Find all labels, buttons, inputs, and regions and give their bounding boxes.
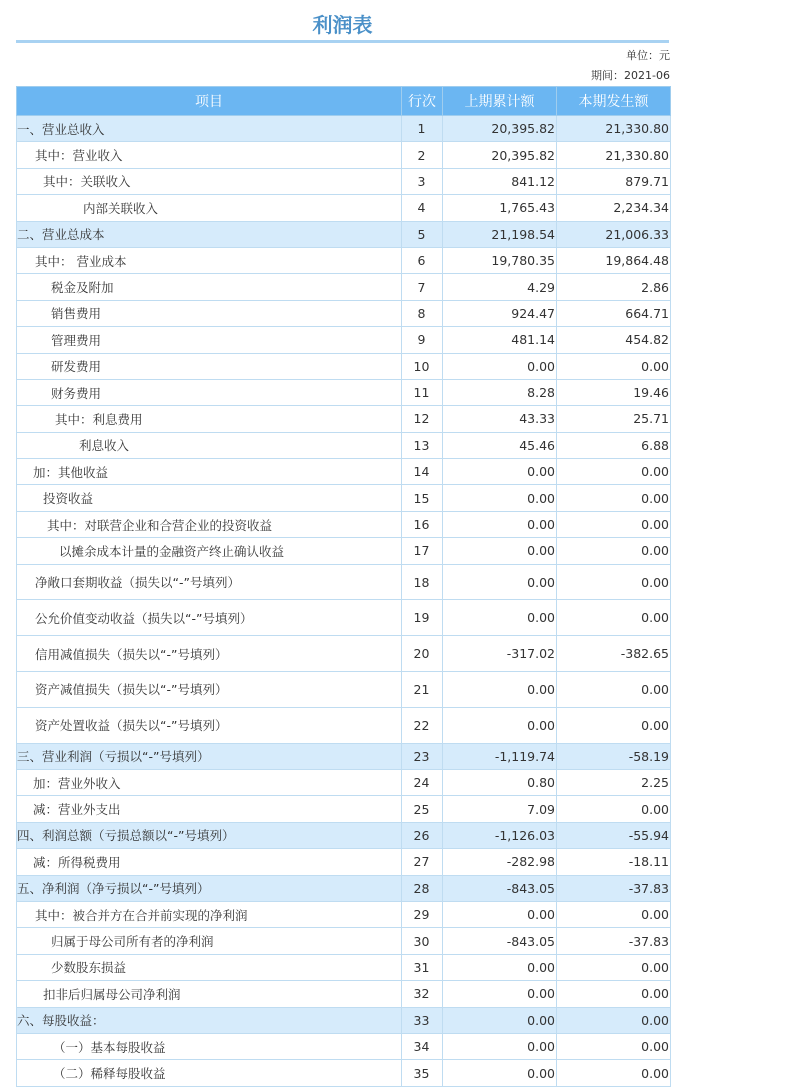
row-prior-amount: 0.00 bbox=[443, 353, 557, 379]
row-line-number: 6 bbox=[402, 247, 443, 273]
table-row bbox=[17, 822, 671, 848]
row-prior-amount: 8.28 bbox=[443, 379, 557, 405]
row-line-number: 9 bbox=[402, 327, 443, 353]
row-current-amount: 0.00 bbox=[557, 459, 671, 485]
row-prior-amount: 0.00 bbox=[443, 1033, 557, 1059]
table-row bbox=[17, 142, 671, 168]
row-current-amount: 2.86 bbox=[557, 274, 671, 300]
row-item-label: 二、营业总成本 bbox=[17, 221, 402, 247]
row-item-label: 四、利润总额（亏损总额以“-”号填列） bbox=[17, 822, 402, 848]
row-item-label: 六、每股收益： bbox=[17, 1007, 402, 1033]
row-line-number: 29 bbox=[402, 901, 443, 927]
row-current-amount: 454.82 bbox=[557, 327, 671, 353]
row-line-number: 5 bbox=[402, 221, 443, 247]
row-line-number: 24 bbox=[402, 770, 443, 796]
row-item-label: 五、净利润（净亏损以“-”号填列） bbox=[17, 875, 402, 901]
row-item-label: 财务费用 bbox=[17, 379, 402, 405]
row-line-number: 4 bbox=[402, 195, 443, 221]
row-current-amount: -55.94 bbox=[557, 822, 671, 848]
row-line-number: 15 bbox=[402, 485, 443, 511]
table-row bbox=[17, 600, 671, 636]
row-prior-amount: -317.02 bbox=[443, 636, 557, 672]
row-item-label: 其中： 营业成本 bbox=[17, 247, 402, 273]
row-item-label: （一）基本每股收益 bbox=[17, 1033, 402, 1059]
row-current-amount: 6.88 bbox=[557, 432, 671, 458]
row-prior-amount: 0.00 bbox=[443, 672, 557, 708]
table-row bbox=[17, 247, 671, 273]
row-current-amount: 25.71 bbox=[557, 406, 671, 432]
table-row bbox=[17, 511, 671, 537]
row-line-number: 17 bbox=[402, 538, 443, 564]
row-item-label: 扣非后归属母公司净利润 bbox=[17, 981, 402, 1007]
row-item-label: 资产减值损失（损失以“-”号填列） bbox=[17, 672, 402, 708]
row-item-label: （二）稀释每股收益 bbox=[17, 1060, 402, 1086]
row-item-label: 销售费用 bbox=[17, 300, 402, 326]
row-item-label: 公允价值变动收益（损失以“-”号填列） bbox=[17, 600, 402, 636]
row-line-number: 26 bbox=[402, 822, 443, 848]
table-row bbox=[17, 743, 671, 769]
row-item-label: 其中：关联收入 bbox=[17, 168, 402, 194]
row-line-number: 13 bbox=[402, 432, 443, 458]
table-row bbox=[17, 406, 671, 432]
row-prior-amount: 0.00 bbox=[443, 511, 557, 537]
row-line-number: 20 bbox=[402, 636, 443, 672]
row-current-amount: 0.00 bbox=[557, 1007, 671, 1033]
row-prior-amount: 0.00 bbox=[443, 564, 557, 600]
row-current-amount: 21,330.80 bbox=[557, 116, 671, 142]
table-row bbox=[17, 327, 671, 353]
row-prior-amount: -1,119.74 bbox=[443, 743, 557, 769]
row-line-number: 30 bbox=[402, 928, 443, 954]
row-prior-amount: 0.00 bbox=[443, 485, 557, 511]
row-current-amount: -37.83 bbox=[557, 928, 671, 954]
table-row bbox=[17, 1007, 671, 1033]
row-item-label: 其中：营业收入 bbox=[17, 142, 402, 168]
table-row bbox=[17, 1033, 671, 1059]
table-row bbox=[17, 672, 671, 708]
table-row bbox=[17, 875, 671, 901]
row-item-label: 其中：利息费用 bbox=[17, 406, 402, 432]
table-row bbox=[17, 901, 671, 927]
row-current-amount: 0.00 bbox=[557, 672, 671, 708]
row-prior-amount: -843.05 bbox=[443, 928, 557, 954]
row-line-number: 28 bbox=[402, 875, 443, 901]
table-row bbox=[17, 221, 671, 247]
row-current-amount: 0.00 bbox=[557, 707, 671, 743]
table-body bbox=[17, 116, 671, 1087]
row-prior-amount: 0.00 bbox=[443, 901, 557, 927]
table-row bbox=[17, 485, 671, 511]
row-prior-amount: 0.00 bbox=[443, 459, 557, 485]
title-divider bbox=[16, 40, 669, 43]
row-current-amount: -382.65 bbox=[557, 636, 671, 672]
row-current-amount: 0.00 bbox=[557, 511, 671, 537]
header-prior-period: 上期累计额 bbox=[443, 87, 557, 116]
table-row bbox=[17, 300, 671, 326]
row-item-label: 管理费用 bbox=[17, 327, 402, 353]
row-line-number: 1 bbox=[402, 116, 443, 142]
row-item-label: 净敞口套期收益（损失以“-”号填列） bbox=[17, 564, 402, 600]
table-row bbox=[17, 195, 671, 221]
row-item-label: 其中：对联营企业和合营企业的投资收益 bbox=[17, 511, 402, 537]
row-current-amount: 19.46 bbox=[557, 379, 671, 405]
row-item-label: 信用减值损失（损失以“-”号填列） bbox=[17, 636, 402, 672]
row-current-amount: 0.00 bbox=[557, 564, 671, 600]
row-current-amount: -58.19 bbox=[557, 743, 671, 769]
row-line-number: 11 bbox=[402, 379, 443, 405]
header-line: 行次 bbox=[402, 87, 443, 116]
row-current-amount: 0.00 bbox=[557, 485, 671, 511]
row-current-amount: 879.71 bbox=[557, 168, 671, 194]
row-current-amount: 0.00 bbox=[557, 954, 671, 980]
row-current-amount: 2,234.34 bbox=[557, 195, 671, 221]
unit-label: 单位：元 bbox=[626, 49, 670, 62]
table-row bbox=[17, 1060, 671, 1086]
row-item-label: 内部关联收入 bbox=[17, 195, 402, 221]
table-row bbox=[17, 459, 671, 485]
table-row bbox=[17, 770, 671, 796]
row-line-number: 2 bbox=[402, 142, 443, 168]
row-prior-amount: 45.46 bbox=[443, 432, 557, 458]
row-prior-amount: 0.00 bbox=[443, 981, 557, 1007]
row-prior-amount: 43.33 bbox=[443, 406, 557, 432]
row-line-number: 12 bbox=[402, 406, 443, 432]
table-row bbox=[17, 849, 671, 875]
row-current-amount: 0.00 bbox=[557, 1033, 671, 1059]
row-prior-amount: 841.12 bbox=[443, 168, 557, 194]
row-prior-amount: 924.47 bbox=[443, 300, 557, 326]
row-prior-amount: 0.80 bbox=[443, 770, 557, 796]
row-line-number: 14 bbox=[402, 459, 443, 485]
row-item-label: 少数股东损益 bbox=[17, 954, 402, 980]
row-line-number: 18 bbox=[402, 564, 443, 600]
table-row bbox=[17, 636, 671, 672]
row-prior-amount: 20,395.82 bbox=[443, 142, 557, 168]
table-row bbox=[17, 981, 671, 1007]
period-label: 期间：2021-06 bbox=[591, 69, 670, 82]
table-row bbox=[17, 707, 671, 743]
table-row bbox=[17, 928, 671, 954]
header-current-period: 本期发生额 bbox=[557, 87, 671, 116]
row-current-amount: 0.00 bbox=[557, 981, 671, 1007]
row-prior-amount: -1,126.03 bbox=[443, 822, 557, 848]
row-item-label: 资产处置收益（损失以“-”号填列） bbox=[17, 707, 402, 743]
row-prior-amount: 0.00 bbox=[443, 1007, 557, 1033]
row-item-label: 一、营业总收入 bbox=[17, 116, 402, 142]
row-current-amount: 19,864.48 bbox=[557, 247, 671, 273]
row-line-number: 25 bbox=[402, 796, 443, 822]
row-line-number: 35 bbox=[402, 1060, 443, 1086]
row-current-amount: 0.00 bbox=[557, 353, 671, 379]
row-prior-amount: -282.98 bbox=[443, 849, 557, 875]
row-prior-amount: 4.29 bbox=[443, 274, 557, 300]
row-current-amount: 21,006.33 bbox=[557, 221, 671, 247]
table-row bbox=[17, 274, 671, 300]
row-line-number: 19 bbox=[402, 600, 443, 636]
row-item-label: 三、营业利润（亏损以“-”号填列） bbox=[17, 743, 402, 769]
table-row bbox=[17, 168, 671, 194]
row-prior-amount: 0.00 bbox=[443, 707, 557, 743]
row-prior-amount: 0.00 bbox=[443, 1060, 557, 1086]
row-prior-amount: 21,198.54 bbox=[443, 221, 557, 247]
row-item-label: 研发费用 bbox=[17, 353, 402, 379]
row-current-amount: -18.11 bbox=[557, 849, 671, 875]
row-line-number: 10 bbox=[402, 353, 443, 379]
income-statement-table bbox=[16, 86, 671, 1087]
row-prior-amount: 1,765.43 bbox=[443, 195, 557, 221]
row-current-amount: 2.25 bbox=[557, 770, 671, 796]
row-item-label: 利息收入 bbox=[17, 432, 402, 458]
row-item-label: 加：营业外收入 bbox=[17, 770, 402, 796]
row-current-amount: 664.71 bbox=[557, 300, 671, 326]
row-prior-amount: 0.00 bbox=[443, 600, 557, 636]
row-item-label: 减：所得税费用 bbox=[17, 849, 402, 875]
row-line-number: 7 bbox=[402, 274, 443, 300]
row-current-amount: 0.00 bbox=[557, 600, 671, 636]
row-current-amount: 0.00 bbox=[557, 538, 671, 564]
table-row bbox=[17, 538, 671, 564]
row-item-label: 减：营业外支出 bbox=[17, 796, 402, 822]
row-line-number: 16 bbox=[402, 511, 443, 537]
table-header-row bbox=[17, 87, 671, 116]
row-line-number: 23 bbox=[402, 743, 443, 769]
table-row bbox=[17, 564, 671, 600]
row-line-number: 32 bbox=[402, 981, 443, 1007]
row-line-number: 3 bbox=[402, 168, 443, 194]
table-row bbox=[17, 353, 671, 379]
row-item-label: 以摊余成本计量的金融资产终止确认收益 bbox=[17, 538, 402, 564]
row-line-number: 22 bbox=[402, 707, 443, 743]
header-item: 项目 bbox=[17, 87, 402, 116]
table-row bbox=[17, 796, 671, 822]
row-current-amount: 21,330.80 bbox=[557, 142, 671, 168]
row-line-number: 34 bbox=[402, 1033, 443, 1059]
row-line-number: 21 bbox=[402, 672, 443, 708]
report-title: 利润表 bbox=[312, 13, 373, 37]
row-prior-amount: 0.00 bbox=[443, 538, 557, 564]
table-row bbox=[17, 432, 671, 458]
row-prior-amount: 481.14 bbox=[443, 327, 557, 353]
row-line-number: 33 bbox=[402, 1007, 443, 1033]
row-item-label: 加：其他收益 bbox=[17, 459, 402, 485]
row-prior-amount: 0.00 bbox=[443, 954, 557, 980]
row-line-number: 31 bbox=[402, 954, 443, 980]
row-current-amount: -37.83 bbox=[557, 875, 671, 901]
row-line-number: 8 bbox=[402, 300, 443, 326]
table-row bbox=[17, 954, 671, 980]
row-prior-amount: 20,395.82 bbox=[443, 116, 557, 142]
table-row bbox=[17, 379, 671, 405]
row-current-amount: 0.00 bbox=[557, 1060, 671, 1086]
row-item-label: 税金及附加 bbox=[17, 274, 402, 300]
row-current-amount: 0.00 bbox=[557, 796, 671, 822]
row-line-number: 27 bbox=[402, 849, 443, 875]
row-prior-amount: -843.05 bbox=[443, 875, 557, 901]
row-prior-amount: 7.09 bbox=[443, 796, 557, 822]
row-item-label: 投资收益 bbox=[17, 485, 402, 511]
row-current-amount: 0.00 bbox=[557, 901, 671, 927]
row-item-label: 其中：被合并方在合并前实现的净利润 bbox=[17, 901, 402, 927]
row-item-label: 归属于母公司所有者的净利润 bbox=[17, 928, 402, 954]
table-row bbox=[17, 116, 671, 142]
row-prior-amount: 19,780.35 bbox=[443, 247, 557, 273]
